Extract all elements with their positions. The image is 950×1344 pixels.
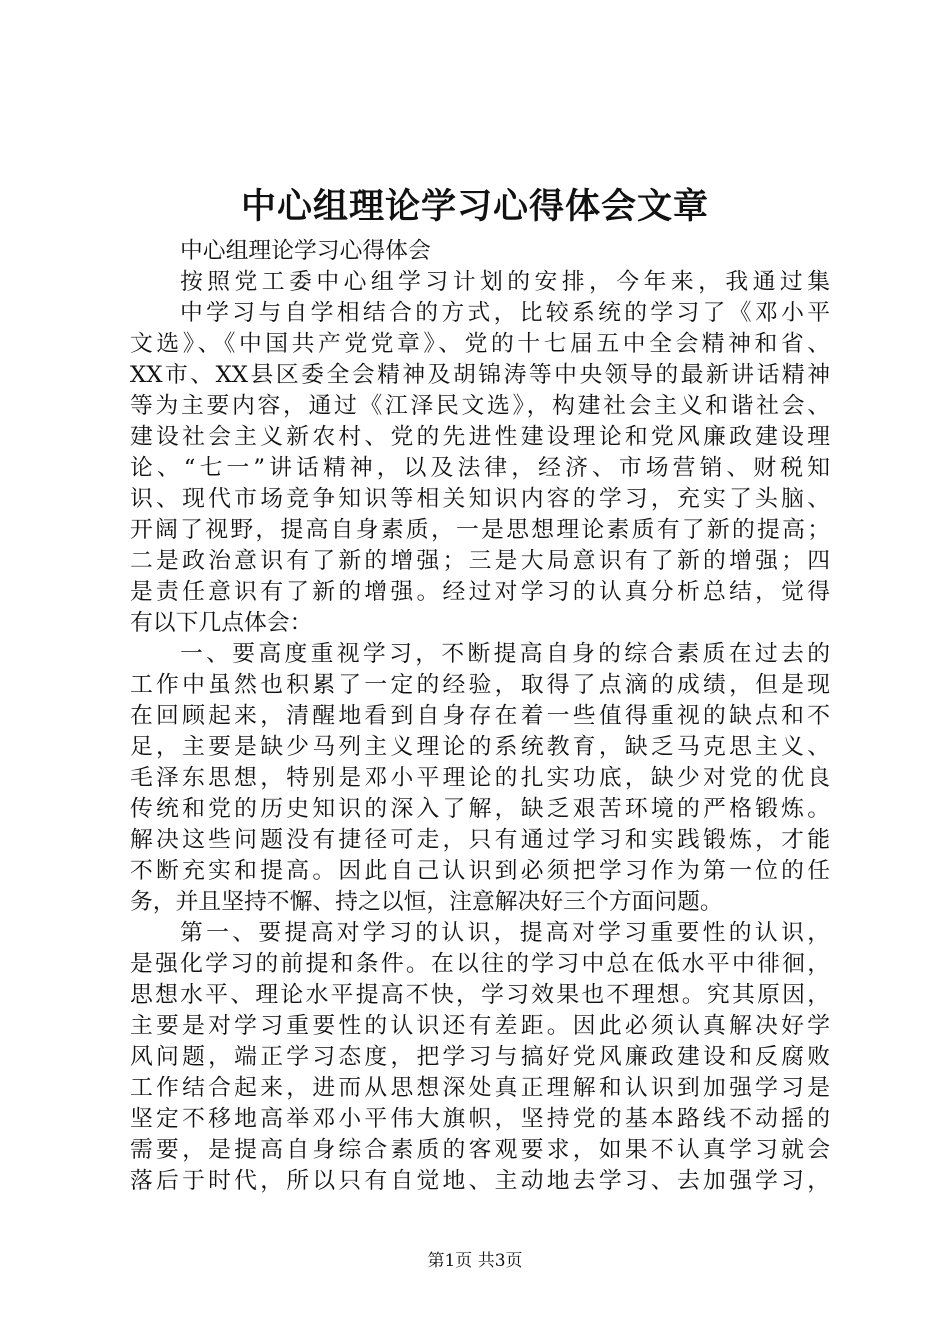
body-line: 务，并且坚持不懈、持之以恒，注意解决好三个方面问题。 bbox=[130, 889, 723, 915]
body-line: 工作中虽然也积累了一定的经验，取得了点滴的成绩，但是现 bbox=[130, 672, 830, 698]
document-body bbox=[130, 236, 830, 1197]
body-line: 工作结合起来，进而从思想深处真正理解和认识到加强学习是 bbox=[130, 1075, 830, 1101]
body-line: 在回顾起来，清醒地看到自身存在着一些值得重视的缺点和不 bbox=[130, 703, 830, 729]
body-line: 主要是对学习重要性的认识还有差距。因此必须认真解决好学 bbox=[130, 1013, 830, 1039]
body-line: 按照党工委中心组学习计划的安排，今年来，我通过集 bbox=[180, 269, 830, 295]
body-line: 传统和党的历史知识的深入了解，缺乏艰苦环境的严格锻炼。 bbox=[130, 796, 830, 822]
body-line: 识、现代市场竞争知识等相关知识内容的学习，充实了头脑、 bbox=[130, 486, 830, 512]
body-line: 等为主要内容，通过《江泽民文选》，构建社会主义和谐社会、 bbox=[130, 393, 830, 419]
body-line: 不断充实和提高。因此自己认识到必须把学习作为第一位的任 bbox=[130, 858, 830, 884]
page-footer: 第1页 共3页 bbox=[427, 1251, 523, 1271]
body-line: 有以下几点体会： bbox=[130, 610, 313, 636]
body-line: 毛泽东思想，特别是邓小平理论的扎实功底，缺少对党的优良 bbox=[130, 765, 830, 791]
body-line: 一、要高度重视学习，不断提高自身的综合素质在过去的 bbox=[180, 641, 830, 667]
body-line: 论、“七一”讲话精神，以及法律，经济、市场营销、财税知 bbox=[130, 455, 830, 481]
body-line: 思想水平、理论水平提高不快，学习效果也不理想。究其原因， bbox=[130, 982, 830, 1008]
body-line: 风问题，端正学习态度，把学习与搞好党风廉政建设和反腐败 bbox=[130, 1044, 830, 1070]
body-line: 二是政治意识有了新的增强；三是大局意识有了新的增强；四 bbox=[130, 548, 830, 574]
body-line: 是强化学习的前提和条件。在以往的学习中总在低水平中徘徊， bbox=[130, 951, 830, 977]
document-title: 中心组理论学习心得体会文章 bbox=[240, 186, 709, 227]
body-line: 建设社会主义新农村、党的先进性建设理论和党风廉政建设理 bbox=[130, 424, 830, 450]
body-line: 坚定不移地高举邓小平伟大旗帜，坚持党的基本路线不动摇的 bbox=[130, 1106, 830, 1132]
body-line: 文选》、《中国共产党党章》、党的十七届五中全会精神和省、 bbox=[130, 331, 830, 357]
body-line: 解决这些问题没有捷径可走，只有通过学习和实践锻炼，才能 bbox=[130, 827, 830, 853]
body-line: XX市、XX县区委全会精神及胡锦涛等中央领导的最新讲话精神 bbox=[130, 362, 830, 388]
body-line: 需要，是提高自身综合素质的客观要求，如果不认真学习就会 bbox=[130, 1137, 830, 1163]
body-line: 是责任意识有了新的增强。经过对学习的认真分析总结，觉得 bbox=[130, 579, 830, 605]
body-line: 第一、要提高对学习的认识，提高对学习重要性的认识， bbox=[180, 920, 830, 946]
body-line: 开阔了视野，提高自身素质，一是思想理论素质有了新的提高； bbox=[130, 517, 830, 543]
body-line: 落后于时代，所以只有自觉地、主动地去学习、去加强学习， bbox=[130, 1168, 830, 1194]
body-line: 足，主要是缺少马列主义理论的系统教育，缺乏马克思主义、 bbox=[130, 734, 830, 760]
body-line: 中学习与自学相结合的方式，比较系统的学习了《邓小平 bbox=[180, 300, 830, 326]
body-line: 中心组理论学习心得体会 bbox=[180, 238, 431, 264]
